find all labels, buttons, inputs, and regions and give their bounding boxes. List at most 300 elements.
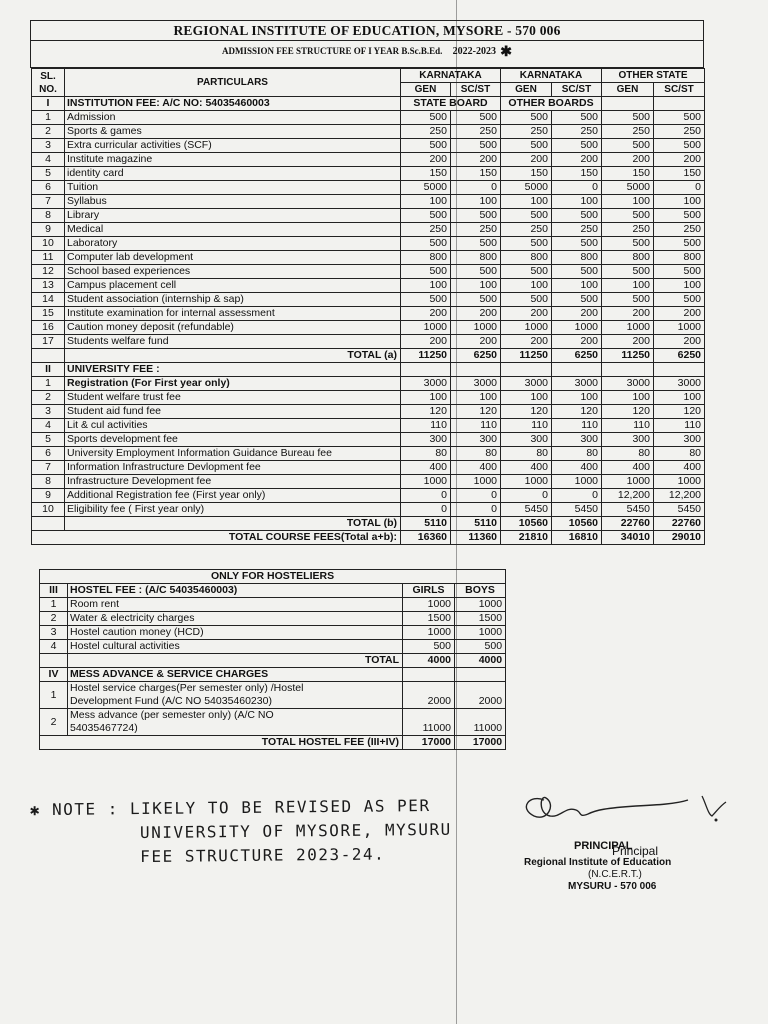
note-line-1: ✱ NOTE : LIKELY TO BE REVISED AS PER xyxy=(29,796,431,820)
row-particular: Syllabus xyxy=(65,195,401,209)
row-amount: 150 xyxy=(451,167,501,181)
section-title: MESS ADVANCE & SERVICE CHARGES xyxy=(68,668,403,682)
row-sl: 3 xyxy=(32,139,65,153)
row-amount: 200 xyxy=(501,335,552,349)
seal-org: Regional Institute of Education xyxy=(524,857,672,868)
row-amount: 500 xyxy=(501,111,552,125)
row-amount: 250 xyxy=(654,125,705,139)
row-amount: 1000 xyxy=(455,598,506,612)
row-particular: Eligibility fee ( First year only) xyxy=(65,503,401,517)
fee-row xyxy=(32,237,705,251)
row-amount: 250 xyxy=(401,223,451,237)
fee-row xyxy=(32,489,705,503)
grand-total-amount: 21810 xyxy=(501,531,552,545)
total-amount: 5110 xyxy=(451,517,501,531)
fee-row xyxy=(32,293,705,307)
row-amount: 1000 xyxy=(451,475,501,489)
row-sl: 17 xyxy=(32,335,65,349)
row-particular: Institute magazine xyxy=(65,153,401,167)
total-amount: 11250 xyxy=(401,349,451,363)
row-amount: 250 xyxy=(552,125,602,139)
fee-row xyxy=(32,125,705,139)
row-amount: 200 xyxy=(654,335,705,349)
row-amount: 250 xyxy=(602,125,654,139)
row-sl: 4 xyxy=(32,153,65,167)
row-particular: Student association (internship & sap) xyxy=(65,293,401,307)
row-amount: 5000 xyxy=(401,181,451,195)
row-sl: 4 xyxy=(32,419,65,433)
row-amount: 200 xyxy=(552,153,602,167)
row-particular: Student aid fund fee xyxy=(65,405,401,419)
fee-structure-table xyxy=(31,68,705,545)
row-amount: 500 xyxy=(451,265,501,279)
row-sl: 12 xyxy=(32,265,65,279)
row-amount: 1000 xyxy=(602,321,654,335)
row-amount: 80 xyxy=(654,447,705,461)
row-amount: 0 xyxy=(451,181,501,195)
row-amount: 500 xyxy=(552,209,602,223)
col-boys: BOYS xyxy=(455,584,506,598)
row-amount: 1000 xyxy=(602,475,654,489)
row-amount: 500 xyxy=(451,293,501,307)
row-amount: 300 xyxy=(451,433,501,447)
row-amount: 200 xyxy=(602,335,654,349)
row-particular: Hostel caution money (HCD) xyxy=(68,626,403,640)
row-amount: 800 xyxy=(501,251,552,265)
grand-total-amount: 11360 xyxy=(451,531,501,545)
hostel-row xyxy=(40,640,506,654)
row-particular: Laboratory xyxy=(65,237,401,251)
row-amount: 0 xyxy=(451,489,501,503)
row-amount: 200 xyxy=(654,307,705,321)
row-amount: 500 xyxy=(654,209,705,223)
row-particular xyxy=(68,682,403,709)
row-amount: 110 xyxy=(501,419,552,433)
row-particular: Hostel cultural activities xyxy=(68,640,403,654)
row-amount: 250 xyxy=(602,223,654,237)
row-sl: 2 xyxy=(32,391,65,405)
fee-row xyxy=(32,447,705,461)
row-amount: 11000 xyxy=(403,709,455,736)
row-amount: 250 xyxy=(451,125,501,139)
grand-total-amount: 16360 xyxy=(401,531,451,545)
row-amount: 250 xyxy=(451,223,501,237)
fee-row xyxy=(32,251,705,265)
section-number: III xyxy=(40,584,68,598)
col-sub-0: GEN xyxy=(401,83,451,97)
row-amount: 200 xyxy=(401,335,451,349)
seal-place: MYSURU - 570 006 xyxy=(568,881,657,892)
row-amount: 1000 xyxy=(401,321,451,335)
row-particular: Extra curricular activities (SCF) xyxy=(65,139,401,153)
total-amount: 4000 xyxy=(455,654,506,668)
row-amount: 500 xyxy=(401,237,451,251)
row-amount: 100 xyxy=(654,391,705,405)
row-particular: School based experiences xyxy=(65,265,401,279)
row-amount: 800 xyxy=(552,251,602,265)
fee-row xyxy=(32,279,705,293)
fee-structure-subtitle xyxy=(31,44,703,61)
row-amount: 110 xyxy=(654,419,705,433)
row-amount: 100 xyxy=(602,391,654,405)
row-sl: 4 xyxy=(40,640,68,654)
row-amount: 400 xyxy=(501,461,552,475)
row-amount: 500 xyxy=(654,265,705,279)
seal-title: PRINCIPAL xyxy=(574,840,633,852)
row-particular: Additional Registration fee (First year only) xyxy=(65,489,401,503)
row-amount: 80 xyxy=(501,447,552,461)
row-amount: 800 xyxy=(602,251,654,265)
other-boards-label: OTHER BOARDS xyxy=(501,97,602,111)
row-amount: 5450 xyxy=(654,503,705,517)
row-amount: 1500 xyxy=(403,612,455,626)
row-amount: 800 xyxy=(401,251,451,265)
blank-cell xyxy=(32,349,65,363)
row-particular: Student welfare trust fee xyxy=(65,391,401,405)
row-amount: 500 xyxy=(602,139,654,153)
col-sl-no: SL. NO. xyxy=(32,69,65,97)
row-amount: 250 xyxy=(501,223,552,237)
row-amount: 100 xyxy=(401,279,451,293)
total-amount: 22760 xyxy=(602,517,654,531)
section-total-row xyxy=(32,517,705,531)
section-header-row xyxy=(32,363,705,377)
row-particular: Medical xyxy=(65,223,401,237)
row-amount: 800 xyxy=(654,251,705,265)
col-group-0: KARNATAKA xyxy=(401,69,501,83)
total-label: TOTAL xyxy=(68,654,403,668)
row-amount: 110 xyxy=(451,419,501,433)
row-amount: 110 xyxy=(401,419,451,433)
section-total-row xyxy=(32,349,705,363)
row-amount: 2000 xyxy=(403,682,455,709)
fee-row xyxy=(32,111,705,125)
row-sl: 14 xyxy=(32,293,65,307)
row-sl: 1 xyxy=(40,598,68,612)
row-amount: 300 xyxy=(552,433,602,447)
row-sl: 3 xyxy=(40,626,68,640)
row-amount: 400 xyxy=(654,461,705,475)
row-sl: 6 xyxy=(32,447,65,461)
row-amount: 100 xyxy=(602,279,654,293)
row-amount: 11000 xyxy=(455,709,506,736)
row-amount: 120 xyxy=(401,405,451,419)
row-particular: Admission xyxy=(65,111,401,125)
row-amount: 500 xyxy=(455,640,506,654)
row-amount: 250 xyxy=(654,223,705,237)
row-amount: 120 xyxy=(552,405,602,419)
col-sub-3: SC/ST xyxy=(552,83,602,97)
row-amount: 150 xyxy=(401,167,451,181)
row-particular: Institute examination for internal assessment xyxy=(65,307,401,321)
row-sl: 5 xyxy=(32,433,65,447)
hostel-caption: ONLY FOR HOSTELIERS xyxy=(40,570,506,584)
col-sub-4: GEN xyxy=(602,83,654,97)
hostel-caption-row xyxy=(40,570,506,584)
row-particular: Lit & cul activities xyxy=(65,419,401,433)
blank-cell xyxy=(403,668,455,682)
row-sl: 8 xyxy=(32,209,65,223)
note-line-2: UNIVERSITY OF MYSORE, MYSURU xyxy=(139,819,452,843)
row-amount: 12,200 xyxy=(602,489,654,503)
row-amount: 400 xyxy=(552,461,602,475)
row-sl: 7 xyxy=(32,195,65,209)
row-amount: 300 xyxy=(602,433,654,447)
grand-total-amount: 29010 xyxy=(654,531,705,545)
blank-cell xyxy=(654,97,705,111)
col-particulars: PARTICULARS xyxy=(65,69,401,97)
total-amount: 6250 xyxy=(451,349,501,363)
particular-line-1: Mess advance (per semester only) (A/C NO xyxy=(70,709,274,721)
row-amount: 200 xyxy=(501,307,552,321)
row-amount: 200 xyxy=(501,153,552,167)
note-line-3: FEE STRUCTURE 2023-24. xyxy=(140,844,386,867)
row-amount: 500 xyxy=(401,209,451,223)
grand-total-row xyxy=(32,531,705,545)
row-sl: 5 xyxy=(32,167,65,181)
row-amount: 200 xyxy=(451,335,501,349)
section-title: HOSTEL FEE : (A/C 54035460003) xyxy=(68,584,403,598)
row-amount: 3000 xyxy=(451,377,501,391)
row-amount: 0 xyxy=(451,503,501,517)
row-sl: 15 xyxy=(32,307,65,321)
hostel-grand-total-row xyxy=(40,736,506,750)
fee-row xyxy=(32,153,705,167)
total-amount: 6250 xyxy=(654,349,705,363)
row-particular: Library xyxy=(65,209,401,223)
hostel-row xyxy=(40,598,506,612)
row-amount: 3000 xyxy=(552,377,602,391)
row-particular: Infrastructure Development fee xyxy=(65,475,401,489)
row-amount: 1000 xyxy=(654,475,705,489)
mess-row xyxy=(40,709,506,736)
section-header-row xyxy=(32,97,705,111)
total-amount: 22760 xyxy=(654,517,705,531)
row-amount: 1000 xyxy=(403,598,455,612)
row-amount: 500 xyxy=(602,111,654,125)
row-amount: 400 xyxy=(602,461,654,475)
row-amount: 3000 xyxy=(602,377,654,391)
blank-cell xyxy=(40,654,68,668)
blank-cell xyxy=(401,363,451,377)
total-amount: 10560 xyxy=(552,517,602,531)
row-amount: 500 xyxy=(552,265,602,279)
row-particular: Room rent xyxy=(68,598,403,612)
total-amount: 11250 xyxy=(501,349,552,363)
row-amount: 100 xyxy=(401,195,451,209)
row-amount: 500 xyxy=(552,237,602,251)
hostel-total-amount: 17000 xyxy=(403,736,455,750)
col-group-1: KARNATAKA xyxy=(501,69,602,83)
row-amount: 3000 xyxy=(501,377,552,391)
fee-row xyxy=(32,475,705,489)
row-amount: 5450 xyxy=(552,503,602,517)
revision-note xyxy=(30,794,452,870)
row-amount: 80 xyxy=(401,447,451,461)
blank-cell xyxy=(455,668,506,682)
row-amount: 800 xyxy=(451,251,501,265)
seal-title-2: Principal xyxy=(612,844,659,858)
row-amount: 200 xyxy=(401,307,451,321)
row-amount: 100 xyxy=(552,195,602,209)
row-amount: 120 xyxy=(654,405,705,419)
section-number: II xyxy=(32,363,65,377)
row-amount: 80 xyxy=(451,447,501,461)
row-amount: 500 xyxy=(602,209,654,223)
row-sl: 2 xyxy=(32,125,65,139)
hostel-fee-table xyxy=(39,569,506,750)
mess-header-row xyxy=(40,668,506,682)
row-amount: 0 xyxy=(552,489,602,503)
row-sl: 10 xyxy=(32,237,65,251)
blank-cell xyxy=(32,517,65,531)
fee-row xyxy=(32,223,705,237)
hostel-row xyxy=(40,612,506,626)
row-amount: 200 xyxy=(602,153,654,167)
blank-cell xyxy=(501,363,552,377)
fee-row xyxy=(32,307,705,321)
row-amount: 80 xyxy=(602,447,654,461)
row-amount: 150 xyxy=(602,167,654,181)
fee-row xyxy=(32,195,705,209)
row-amount: 80 xyxy=(552,447,602,461)
col-group-2: OTHER STATE xyxy=(602,69,705,83)
row-particular: University Employment Information Guidance Bureau fee xyxy=(65,447,401,461)
row-amount: 0 xyxy=(501,489,552,503)
row-particular: Water & electricity charges xyxy=(68,612,403,626)
row-amount: 100 xyxy=(401,391,451,405)
grand-total-amount: 34010 xyxy=(602,531,654,545)
row-amount: 500 xyxy=(401,139,451,153)
row-sl: 1 xyxy=(32,377,65,391)
blank-cell xyxy=(654,363,705,377)
grand-total-label: TOTAL COURSE FEES(Total a+b): xyxy=(32,531,401,545)
row-amount: 0 xyxy=(401,503,451,517)
row-amount: 100 xyxy=(501,391,552,405)
header-row-groups xyxy=(32,69,705,83)
hostel-total-amount: 17000 xyxy=(455,736,506,750)
row-amount: 500 xyxy=(552,111,602,125)
row-amount: 1000 xyxy=(552,321,602,335)
section-number: I xyxy=(32,97,65,111)
row-sl: 8 xyxy=(32,475,65,489)
row-amount: 100 xyxy=(451,195,501,209)
row-particular: Caution money deposit (refundable) xyxy=(65,321,401,335)
section-title: INSTITUTION FEE: A/C NO: 54035460003 xyxy=(65,97,401,111)
row-sl: 9 xyxy=(32,223,65,237)
row-amount: 5000 xyxy=(501,181,552,195)
row-amount: 0 xyxy=(654,181,705,195)
blank-cell xyxy=(602,97,654,111)
row-amount: 500 xyxy=(451,237,501,251)
row-amount: 200 xyxy=(451,307,501,321)
row-sl: 6 xyxy=(32,181,65,195)
row-amount: 1000 xyxy=(401,475,451,489)
row-amount: 500 xyxy=(401,265,451,279)
row-amount: 0 xyxy=(401,489,451,503)
row-amount: 5000 xyxy=(602,181,654,195)
row-amount: 1000 xyxy=(501,321,552,335)
row-amount: 100 xyxy=(501,195,552,209)
row-amount: 150 xyxy=(654,167,705,181)
row-amount: 500 xyxy=(401,111,451,125)
row-amount: 200 xyxy=(552,335,602,349)
row-amount: 150 xyxy=(501,167,552,181)
total-label: TOTAL (b) xyxy=(65,517,401,531)
row-amount: 100 xyxy=(501,279,552,293)
row-amount: 500 xyxy=(501,237,552,251)
col-girls: GIRLS xyxy=(403,584,455,598)
academic-year: 2022-2023 xyxy=(452,46,496,57)
total-amount: 6250 xyxy=(552,349,602,363)
row-amount: 500 xyxy=(451,209,501,223)
fee-row xyxy=(32,503,705,517)
row-amount: 500 xyxy=(602,265,654,279)
row-amount: 500 xyxy=(403,640,455,654)
row-amount: 1000 xyxy=(451,321,501,335)
row-particular: Campus placement cell xyxy=(65,279,401,293)
row-sl: 7 xyxy=(32,461,65,475)
row-amount: 200 xyxy=(451,153,501,167)
fee-row xyxy=(32,139,705,153)
row-particular: Information Infrastructure Devlopment fee xyxy=(65,461,401,475)
hostel-total-label: TOTAL HOSTEL FEE (III+IV) xyxy=(40,736,403,750)
total-amount: 11250 xyxy=(602,349,654,363)
row-amount: 110 xyxy=(552,419,602,433)
row-amount: 100 xyxy=(552,279,602,293)
row-amount: 1500 xyxy=(455,612,506,626)
row-amount: 500 xyxy=(654,237,705,251)
title-divider xyxy=(31,40,703,41)
row-sl: 2 xyxy=(40,612,68,626)
row-amount: 120 xyxy=(501,405,552,419)
hostel-row xyxy=(40,626,506,640)
total-amount: 5110 xyxy=(401,517,451,531)
asterisk-mark: ✱ xyxy=(500,45,512,60)
seal-body: (N.C.E.R.T.) xyxy=(588,869,642,880)
hostel-total-row xyxy=(40,654,506,668)
fee-row xyxy=(32,461,705,475)
row-amount: 1000 xyxy=(654,321,705,335)
fee-row xyxy=(32,433,705,447)
particular-line-2: Development Fund (A/C NO 54035460230) xyxy=(70,695,272,707)
col-sub-1: SC/ST xyxy=(451,83,501,97)
fee-row xyxy=(32,321,705,335)
col-sub-5: SC/ST xyxy=(654,83,705,97)
row-amount: 110 xyxy=(602,419,654,433)
row-sl: 10 xyxy=(32,503,65,517)
grand-total-amount: 16810 xyxy=(552,531,602,545)
row-amount: 0 xyxy=(552,181,602,195)
row-amount: 400 xyxy=(451,461,501,475)
section-number: IV xyxy=(40,668,68,682)
fee-row xyxy=(32,181,705,195)
fee-row xyxy=(32,377,705,391)
total-amount: 10560 xyxy=(501,517,552,531)
row-amount: 500 xyxy=(501,293,552,307)
row-amount: 100 xyxy=(451,279,501,293)
row-particular xyxy=(68,709,403,736)
row-sl: 1 xyxy=(32,111,65,125)
row-amount: 150 xyxy=(552,167,602,181)
row-amount: 100 xyxy=(654,195,705,209)
row-amount: 120 xyxy=(602,405,654,419)
col-sub-2: GEN xyxy=(501,83,552,97)
row-amount: 500 xyxy=(501,209,552,223)
row-sl: 13 xyxy=(32,279,65,293)
row-amount: 200 xyxy=(602,307,654,321)
row-particular: Registration (For First year only) xyxy=(65,377,401,391)
